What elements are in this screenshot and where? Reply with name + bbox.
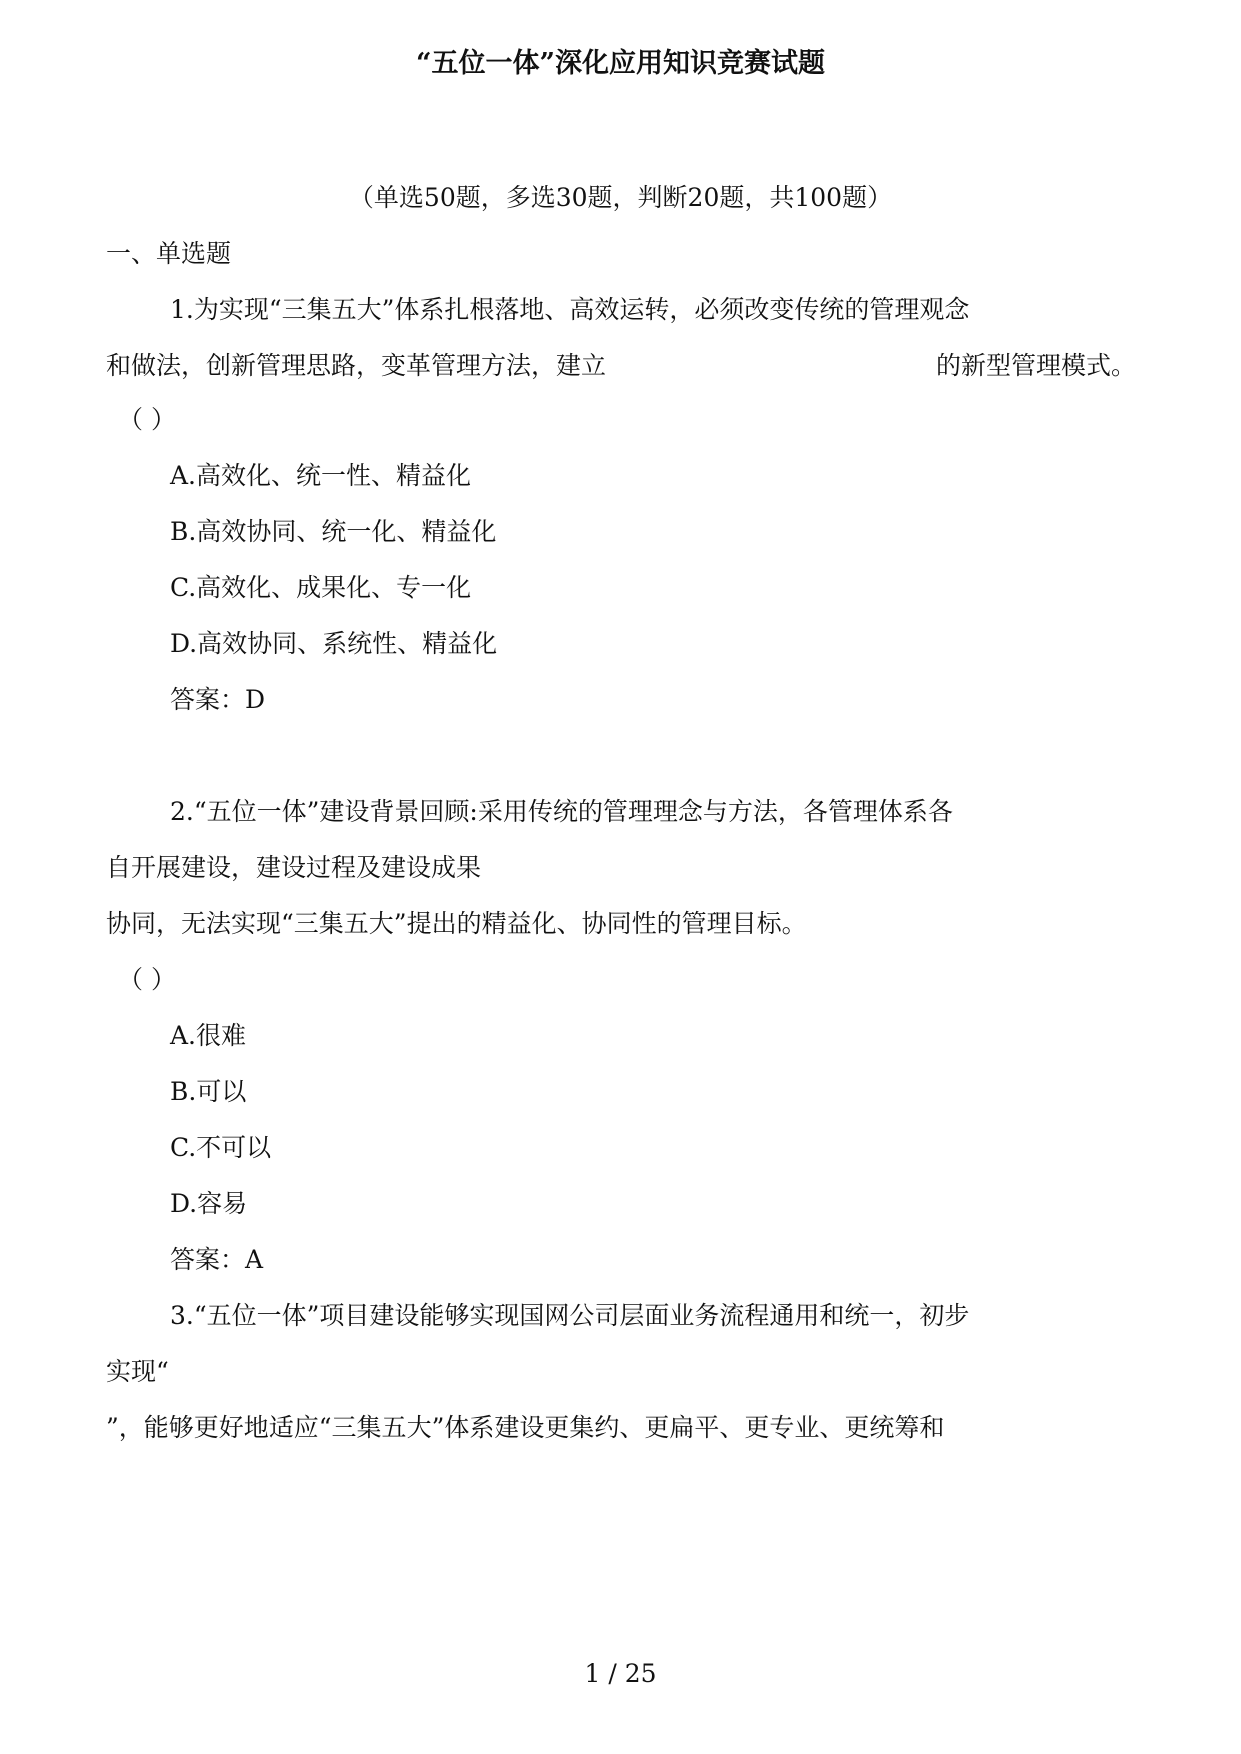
question-1-option-b: B.高效协同、统一化、精益化 (170, 517, 497, 546)
question-2-option-a: A.很难 (170, 1021, 247, 1050)
question-2-stem-line3: 协同，无法实现“三集五大”提出的精益化、协同性的管理目标。 (106, 909, 807, 938)
question-3-stem-line2: 实现“ (106, 1357, 169, 1386)
question-1-answer-paren: （ ） (118, 405, 176, 434)
question-1-stem-line2-left: 和做法，创新管理思路，变革管理方法，建立 (106, 351, 607, 380)
question-1-option-d: D.高效协同、系统性、精益化 (170, 629, 498, 658)
question-2-answer: 答案：A (170, 1245, 264, 1274)
question-summary: （单选50题，多选30题，判断20题，共100题） (348, 183, 893, 212)
question-1-stem-line2 (106, 350, 1136, 382)
question-1-stem-line2-right: 的新型管理模式。 (935, 351, 1136, 380)
page-number: 1 / 25 (584, 1659, 657, 1688)
question-2-answer-paren: （ ） (118, 965, 176, 994)
question-2-option-d: D.容易 (170, 1189, 248, 1218)
question-1-stem-line1: 1.为实现“三集五大”体系扎根落地、高效运转，必须改变传统的管理观念 (170, 295, 970, 324)
question-1-option-a: A.高效化、统一性、精益化 (170, 461, 472, 490)
question-2-option-b: B.可以 (170, 1077, 247, 1106)
question-3-stem-line3: ”，能够更好地适应“三集五大”体系建设更集约、更扁平、更专业、更统筹和 (106, 1413, 945, 1442)
question-1-option-c: C.高效化、成果化、专一化 (170, 573, 472, 602)
document-title: “五位一体”深化应用知识竞赛试题 (415, 48, 826, 79)
question-1-answer: 答案：D (170, 685, 266, 714)
question-2-stem-line1: 2.“五位一体”建设背景回顾:采用传统的管理理念与方法，各管理体系各 (170, 797, 953, 826)
question-2-option-c: C.不可以 (170, 1133, 272, 1162)
question-2-stem-line2: 自开展建设，建设过程及建设成果 (106, 853, 482, 882)
section-heading: 一、单选题 (106, 239, 232, 268)
question-3-stem-line1: 3.“五位一体”项目建设能够实现国网公司层面业务流程通用和统一，初步 (170, 1301, 970, 1330)
